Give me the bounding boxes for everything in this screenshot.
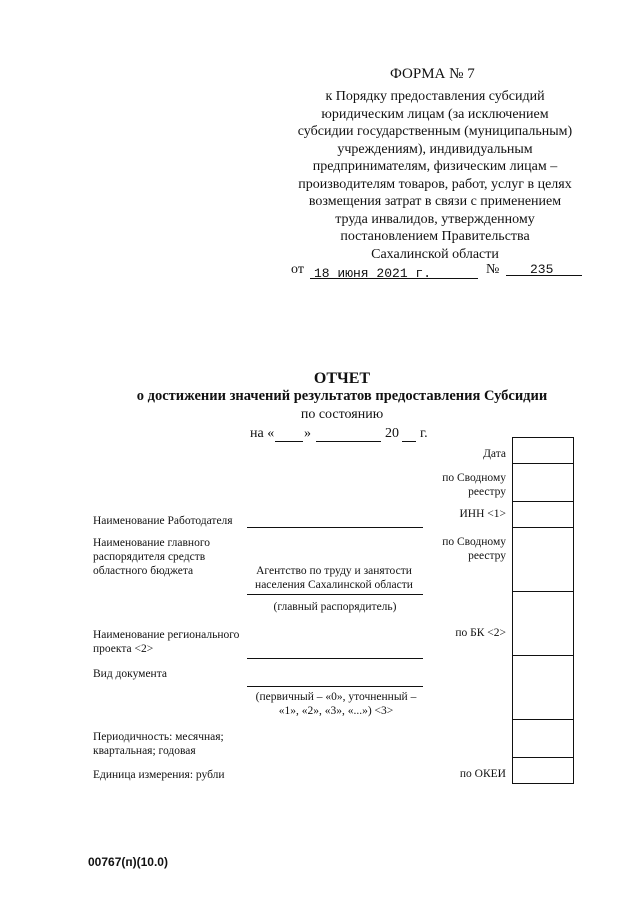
code-registry-cell xyxy=(513,464,573,502)
asof-prefix: на « xyxy=(250,426,275,441)
asof-day-line xyxy=(275,440,303,442)
decree-date: 18 июня 2021 г. xyxy=(314,266,432,281)
asof-mid: » xyxy=(304,426,311,441)
periodicity-label: Периодичность: месячная; квартальная; годовая xyxy=(93,731,224,757)
date-underline xyxy=(310,277,478,279)
preamble-line: возмещения затрат в связи с применением xyxy=(308,194,562,209)
code-date-cell xyxy=(513,438,573,464)
chief-manager-line xyxy=(247,593,423,595)
preamble-line: субсидии государственным (муниципальным) xyxy=(297,124,573,139)
asof-year-line xyxy=(402,440,416,442)
asof-suffix: г. xyxy=(420,426,428,441)
code-inn-label: ИНН <1> xyxy=(459,508,506,520)
preamble-line: Сахалинской области xyxy=(371,246,499,262)
preamble-line: учреждениям), индивидуальным xyxy=(337,141,533,157)
number-underline xyxy=(506,274,582,276)
number-prefix: № xyxy=(486,262,500,277)
code-periodicity-cell xyxy=(513,720,573,758)
code-okei-cell xyxy=(513,758,573,784)
code-okei-label: по ОКЕИ xyxy=(459,768,506,780)
code-inn-cell xyxy=(513,502,573,528)
doc-type-line xyxy=(247,685,423,687)
decree-number: 235 xyxy=(530,262,554,277)
form-code: 00767(п)(10.0) xyxy=(88,855,168,869)
code-bk-cell xyxy=(513,592,573,656)
preamble-line: юридическим лицам (за исключением xyxy=(321,106,549,122)
doc-type-caption: (первичный – «0», уточненный – «1», «2», «3», «...») <3> xyxy=(255,691,417,717)
code-registry2-cell xyxy=(513,528,573,592)
codes-table xyxy=(512,437,574,784)
code-registry2-label: по Сводному реестру xyxy=(442,536,506,562)
preamble-line: производителям товаров, работ, услуг в целях xyxy=(298,176,572,192)
code-date-label: Дата xyxy=(483,448,506,460)
report-state: по состоянию xyxy=(300,407,384,422)
preamble-line: к Порядку предоставления субсидий xyxy=(325,89,545,104)
preamble-line: труда инвалидов, утвержденному xyxy=(335,211,535,227)
code-doctype-cell xyxy=(513,656,573,720)
employer-line xyxy=(247,526,423,528)
report-subtitle: о достижении значений результатов предоставления Субсидии xyxy=(136,388,548,404)
date-prefix: от xyxy=(291,262,304,277)
asof-month-line xyxy=(316,440,381,442)
preamble-line: постановлением Правительства xyxy=(340,229,530,244)
regional-project-line xyxy=(247,657,423,659)
code-bk-label: по БК <2> xyxy=(455,627,506,639)
employer-label: Наименование Работодателя xyxy=(93,515,233,527)
chief-manager-caption: (главный распорядитель) xyxy=(273,601,397,613)
form-number: ФОРМА № 7 xyxy=(390,66,475,82)
regional-project-label: Наименование регионального проекта <2> xyxy=(93,629,240,655)
report-title: ОТЧЕТ xyxy=(313,370,371,387)
preamble-line: предпринимателям, физическим лицам – xyxy=(312,159,558,174)
chief-manager-label: Наименование главного распорядителя средств областного бюджета xyxy=(93,537,211,577)
unit-label: Единица измерения: рубли xyxy=(93,769,225,781)
code-registry-label: по Сводному реестру xyxy=(442,472,506,498)
asof-year: 20 xyxy=(385,426,399,441)
doc-type-label: Вид документа xyxy=(93,668,167,680)
form-preamble xyxy=(270,88,600,263)
chief-manager-value: Агентство по труду и занятости населения Сахалинской области xyxy=(255,565,413,591)
